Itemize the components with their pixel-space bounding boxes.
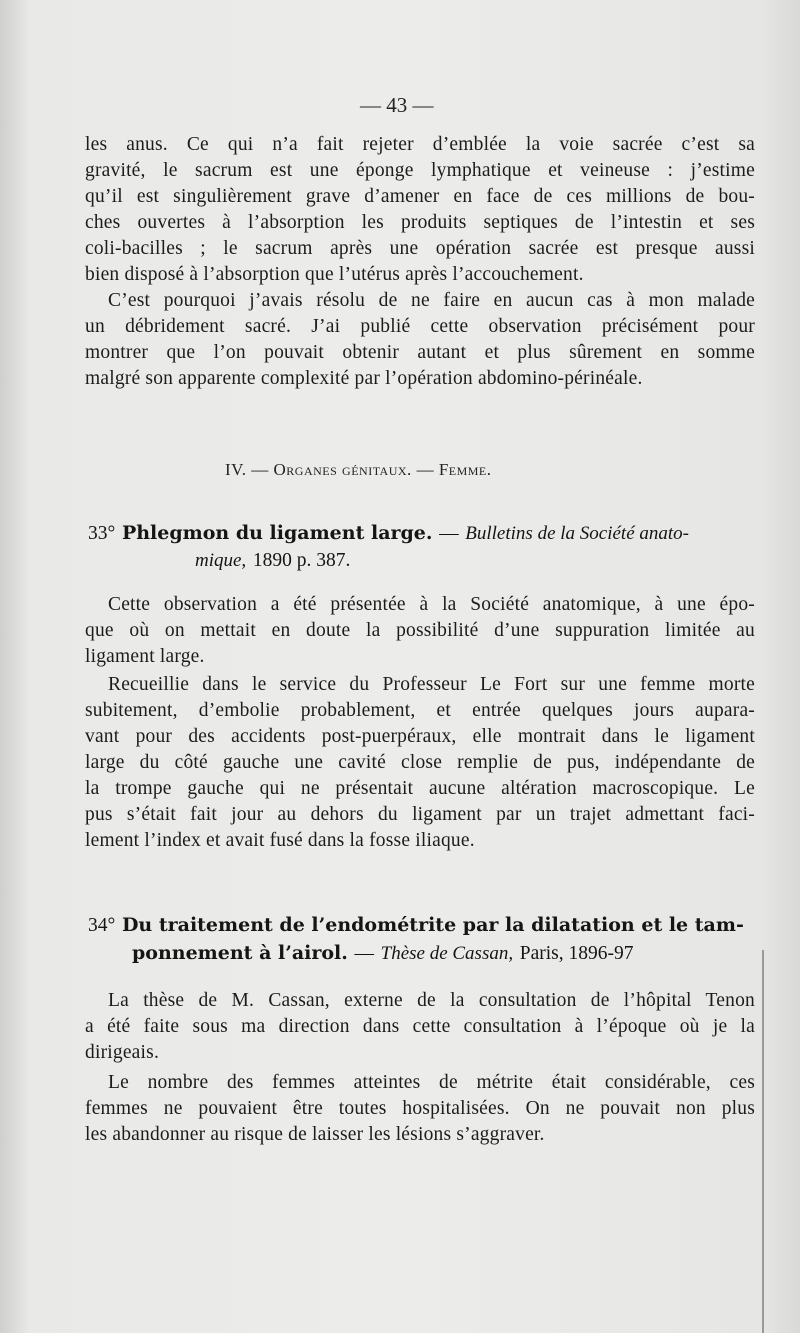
entry-34-dash: — <box>354 943 374 964</box>
entry-33-source-italic-1: Bulletins de la Société anato- <box>465 523 689 544</box>
text-line: malgré son apparente complexité par l’opération abdomino-périnéale. <box>85 368 643 389</box>
page-edge-shadow <box>762 950 764 1333</box>
text-line: les abandonner au risque de laisser les lésions s’aggraver. <box>85 1124 545 1145</box>
section-sep: — <box>416 460 435 479</box>
text-line: un débridement sacré. J’ai publié cette observation précisément pour <box>85 316 755 337</box>
section-numeral: IV. — <box>225 460 269 479</box>
text-line: montrer que l’on pouvait obtenir autant et plus sûrement en somme <box>85 342 755 363</box>
text-line: que où on mettait en doute la possibilité d’une suppuration limitée au <box>85 620 755 641</box>
entry-33-source-rest: 1890 p. 387. <box>252 550 351 571</box>
text-line: large du côté gauche une cavité close remplie de pus, indépendante de <box>85 752 755 773</box>
entry-33-source-italic-2: mique, <box>195 550 247 571</box>
text-line: Recueillie dans le service du Professeur Le Fort sur une femme morte <box>108 674 755 695</box>
text-line: Cette observation a été présentée à la Société anatomique, à une épo- <box>108 594 755 615</box>
entry-34-number: 34° <box>88 915 116 936</box>
text-line: C’est pourquoi j’avais résolu de ne faire en aucun cas à mon malade <box>108 290 755 311</box>
text-line: lement l’index et avait fusé dans la fosse iliaque. <box>85 830 475 851</box>
text-line: qu’il est singulièrement grave d’amener en face de ces millions de bou- <box>85 186 755 207</box>
text-line: subitement, d’embolie probablement, et entrée quelques jours aupara- <box>85 700 755 721</box>
text-line: la trompe gauche qui ne présentait aucune altération macroscopique. Le <box>85 778 755 799</box>
text-line: coli-bacilles ; le sacrum après une opération sacrée est presque aussi <box>85 238 755 259</box>
entry-33-title-line2 <box>195 549 350 572</box>
entry-33-title: Phlegmon du ligament large. <box>121 522 433 544</box>
section-part2: Femme. <box>438 460 492 479</box>
page-number: — 43 — <box>360 93 434 117</box>
entry-34-title-1: Du traitement de l’endométrite par la dilatation et le tam- <box>121 914 744 936</box>
text-line: dirigeais. <box>85 1042 160 1063</box>
entry-34-source-italic: Thèse de Cassan, <box>380 943 514 964</box>
entry-34-title-line2 <box>132 942 633 965</box>
text-line: bien disposé à l’absorption que l’utérus après l’accouchement. <box>85 264 584 285</box>
section-heading <box>225 460 492 480</box>
text-line: pus s’était fait jour au dehors du ligament par un trajet admettant faci- <box>85 804 755 825</box>
entry-33-number: 33° <box>88 523 116 544</box>
text-line: Le nombre des femmes atteintes de métrite était considérable, ces <box>108 1072 755 1093</box>
text-line: a été faite sous ma direction dans cette consultation à l’époque où je la <box>85 1016 755 1037</box>
section-part1: Organes génitaux. <box>273 460 412 479</box>
entry-33-title-line1 <box>88 522 689 545</box>
text-line: La thèse de M. Cassan, externe de la consultation de l’hôpital Tenon <box>108 990 755 1011</box>
text-line: les anus. Ce qui n’a fait rejeter d’emblée la voie sacrée c’est sa <box>85 134 755 155</box>
text-line: ches ouvertes à l’absorption les produits septiques de l’intestin et ses <box>85 212 755 233</box>
text-line: ligament large. <box>85 646 205 667</box>
entry-33-dash: — <box>439 523 459 544</box>
text-line: vant pour des accidents post-puerpéraux, elle montrait dans le ligament <box>85 726 755 747</box>
entry-34-title-line1 <box>88 914 744 937</box>
entry-34-title-2: ponnement à l’airol. <box>132 942 348 964</box>
text-line: femmes ne pouvaient être toutes hospitalisées. On ne pouvait non plus <box>85 1098 755 1119</box>
text-line: gravité, le sacrum est une éponge lymphatique et veineuse : j’estime <box>85 160 755 181</box>
entry-34-source-rest: Paris, 1896-97 <box>519 943 634 964</box>
